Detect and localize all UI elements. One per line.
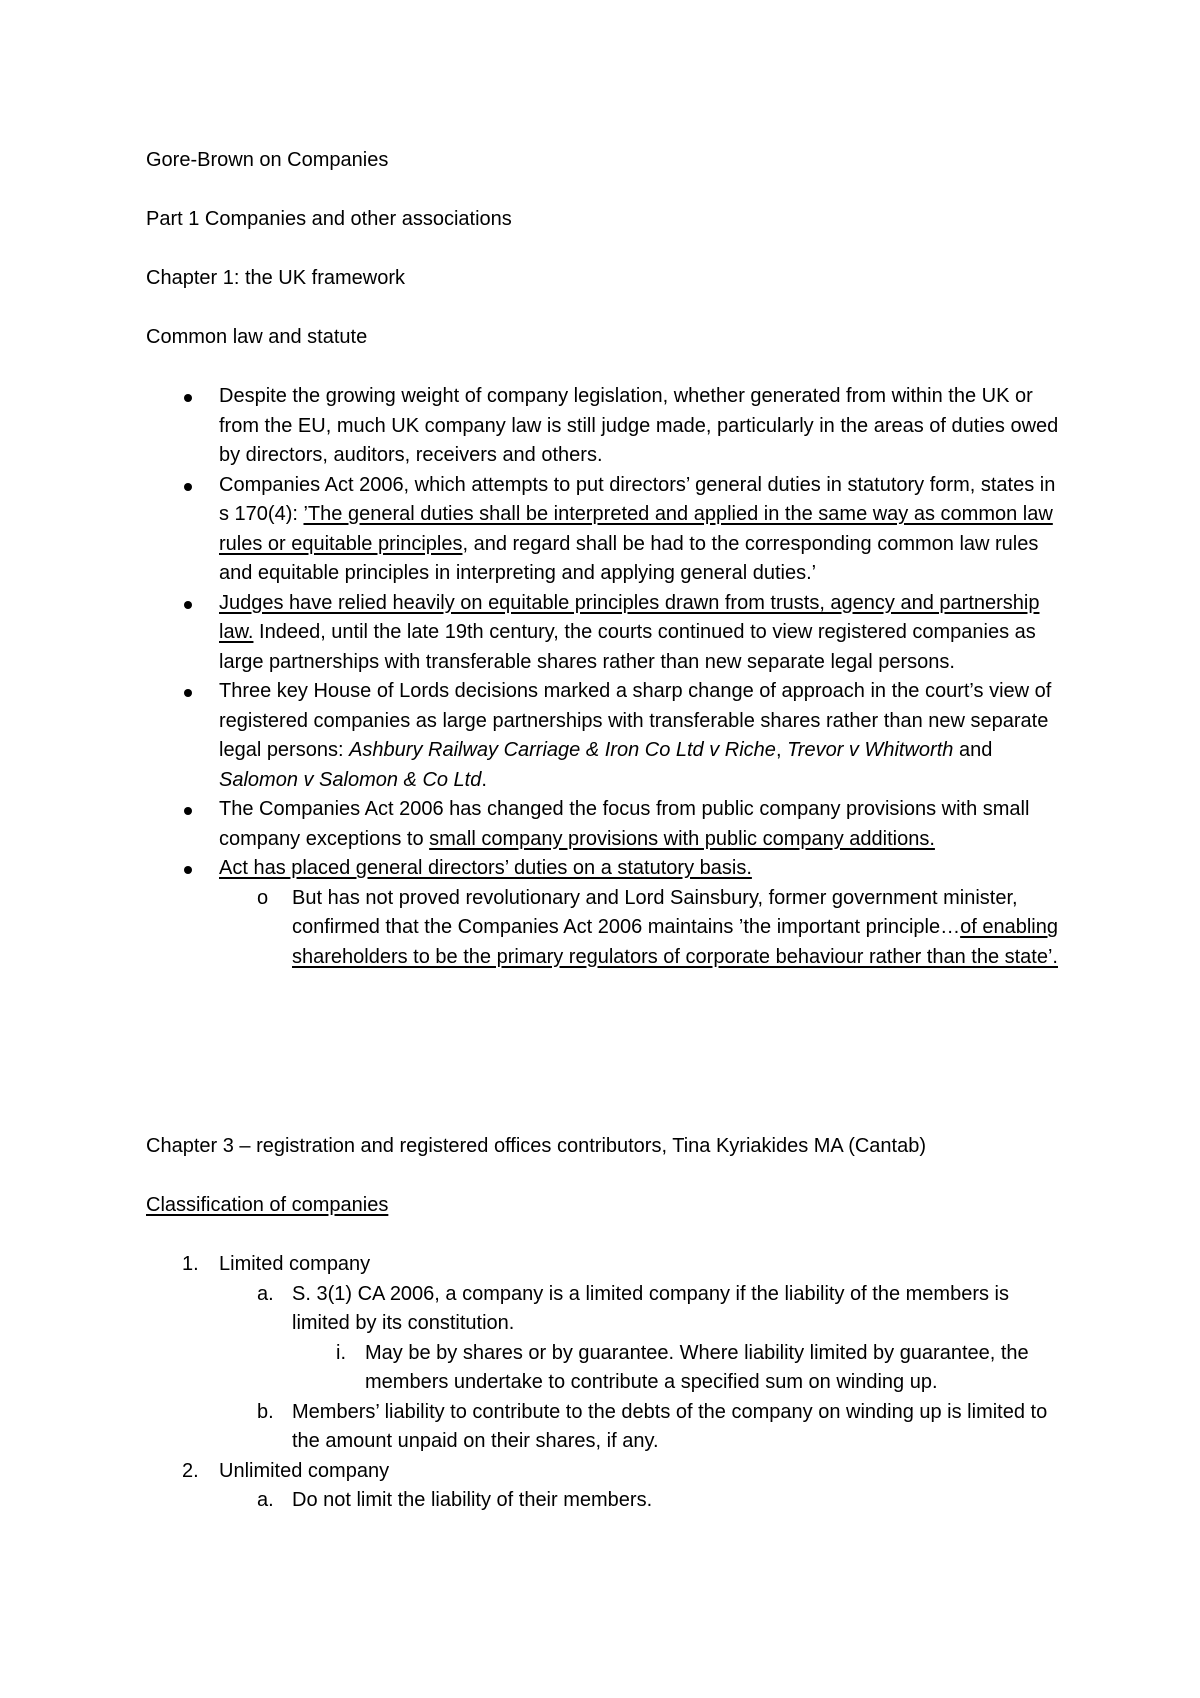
case-name: Trevor v Whitworth — [787, 739, 954, 761]
bullet-item — [146, 589, 1066, 678]
numbered-list-classification — [146, 1250, 1066, 1516]
sub-bullet-marker: o — [257, 886, 269, 909]
bullet-text: Despite the growing weight of company legislation, whether generated from within the UK or from the EU, much UK company law is still judge made, particularly in the areas of duties owed by directors, auditors, receivers and others. — [219, 385, 1059, 466]
bullet-list-common-law — [146, 382, 1066, 972]
bullet-item — [146, 471, 1066, 589]
bullet-icon — [184, 394, 192, 402]
letter-marker: a. — [257, 1282, 274, 1305]
roman-item — [292, 1339, 1066, 1398]
bullet-text: The Companies Act 2006 has changed the focus from public company provisions with small company exceptions to — [219, 798, 1030, 850]
item-text: May be by shares or by guarantee. Where liability limited by guarantee, the members undertake to contribute a specified sum on winding up. — [365, 1341, 1029, 1393]
document-title: Gore-Brown on Companies — [146, 149, 389, 171]
bullet-item — [146, 795, 1066, 854]
number-marker: 1. — [182, 1253, 199, 1275]
sub-bullet-text: But has not proved revolutionary and Lord Sainsbury, former government minister, confirmed that the Companies Act 2006 maintains ’the important principle… — [292, 886, 1018, 938]
underlined-text: Act has placed general directors’ duties on a statutory basis. — [219, 857, 752, 879]
section-heading-classification: Classification of companies — [146, 1194, 389, 1216]
number-marker: 2. — [182, 1459, 199, 1482]
item-text: Do not limit the liability of their members. — [292, 1489, 653, 1511]
roman-marker: i. — [336, 1341, 346, 1364]
bullet-item — [146, 854, 1066, 972]
chapter-1-heading: Chapter 1: the UK framework — [146, 267, 405, 289]
bullet-icon — [184, 601, 192, 609]
bullet-icon — [184, 483, 192, 491]
separator-text: , — [775, 739, 788, 761]
bullet-icon — [184, 866, 192, 874]
numbered-item — [146, 1457, 1066, 1516]
letter-marker: a. — [257, 1489, 274, 1511]
lettered-item — [219, 1486, 1066, 1516]
bullet-icon — [184, 689, 192, 697]
letter-marker: b. — [257, 1400, 274, 1423]
bullet-text: Three key House of Lords decisions marked a sharp change of approach in the court’s view of registered companies as large partnerships with transferable shares rather than new separate legal persons: — [219, 680, 1052, 761]
bullet-icon — [184, 807, 192, 815]
chapter-3-heading: Chapter 3 – registration and registered offices contributors, Tina Kyriakides MA (Cantab) — [146, 1135, 927, 1157]
bullet-item — [146, 382, 1066, 471]
bullet-text: Indeed, until the late 19th century, the courts continued to view registered companies as large partnerships with transferable shares rather than new separate legal persons. — [219, 621, 1036, 673]
underlined-text: small company provisions with public company additions. — [429, 827, 935, 850]
case-name: Salomon v Salomon & Co Ltd — [219, 768, 482, 791]
numbered-item — [146, 1250, 1066, 1457]
sub-bullet-item — [219, 884, 1066, 973]
item-label: Unlimited company — [219, 1459, 390, 1482]
item-text: S. 3(1) CA 2006, a company is a limited company if the liability of the members is limited by its constitution. — [292, 1282, 1009, 1334]
separator-text: . — [481, 768, 487, 791]
underlined-text: of enabling shareholders to be the primary regulators of corporate behaviour rather than the state’. — [292, 916, 1058, 968]
case-name: Ashbury Railway Carriage & Iron Co Ltd v Riche — [349, 739, 776, 761]
underlined-quote: ’The general duties shall be interpreted and applied in the same way as common law rules or equitable principles — [219, 503, 1053, 555]
part-heading: Part 1 Companies and other associations — [146, 208, 512, 230]
bullet-text: , and regard shall be had to the corresponding common law rules and equitable principles in interpreting and applying general duties.’ — [219, 532, 1039, 584]
separator-text: and — [953, 739, 993, 761]
bullet-text: Companies Act 2006, which attempts to put directors’ general duties in statutory form, states in s 170(4): — [219, 473, 1056, 525]
item-text: Members’ liability to contribute to the debts of the company on winding up is limited to the amount unpaid on their shares, if any. — [292, 1400, 1048, 1452]
item-label: Limited company — [219, 1253, 371, 1275]
bullet-item — [146, 677, 1066, 795]
section-heading-common-law: Common law and statute — [146, 326, 368, 348]
lettered-item — [219, 1280, 1066, 1398]
lettered-item — [219, 1398, 1066, 1457]
underlined-text: Judges have relied heavily on equitable principles drawn from trusts, agency and partnership law. — [219, 591, 1040, 643]
